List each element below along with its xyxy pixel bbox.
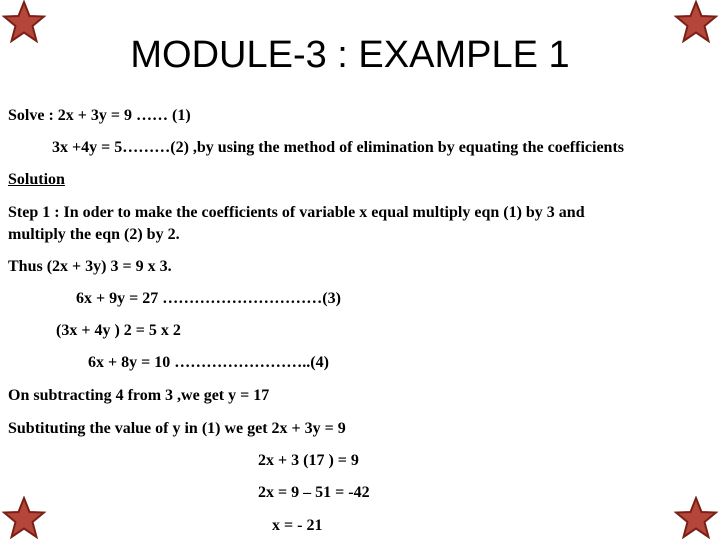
problem-equation-2: 3x +4y = 5………(2) ,by using the method of elimination by equating the coefficients (52, 139, 625, 156)
problem-equation-1: Solve : 2x + 3y = 9 …… (1) (8, 107, 191, 124)
thus-line: Thus (2x + 3y) 3 = 9 x 3. (8, 258, 172, 275)
calculation-line-3: x = - 21 (272, 517, 323, 534)
calculation-line-1: 2x + 3 (17 ) = 9 (258, 452, 359, 469)
equation-4: 6x + 8y = 10 ……………………..(4) (88, 354, 329, 371)
calculation-line-2: 2x = 9 – 51 = -42 (258, 484, 370, 501)
star-icon (674, 496, 718, 540)
solution-heading: Solution (8, 171, 65, 188)
multiply-eqn-2: (3x + 4y ) 2 = 5 x 2 (56, 322, 181, 339)
step1-line-1: Step 1 : In oder to make the coefficients of variable x equal multiply eqn (1) by 3 and (8, 204, 585, 221)
equation-3: 6x + 9y = 27 …………………………(3) (76, 290, 341, 307)
star-icon (2, 496, 46, 540)
step1-line-2: multiply the eqn (2) by 2. (8, 226, 180, 243)
subtraction-step: On subtracting 4 from 3 ,we get y = 17 (8, 387, 270, 404)
substitution-step: Subtituting the value of y in (1) we get 2x + 3y = 9 (8, 420, 346, 437)
page-title: MODULE-3 : EXAMPLE 1 (130, 34, 570, 76)
